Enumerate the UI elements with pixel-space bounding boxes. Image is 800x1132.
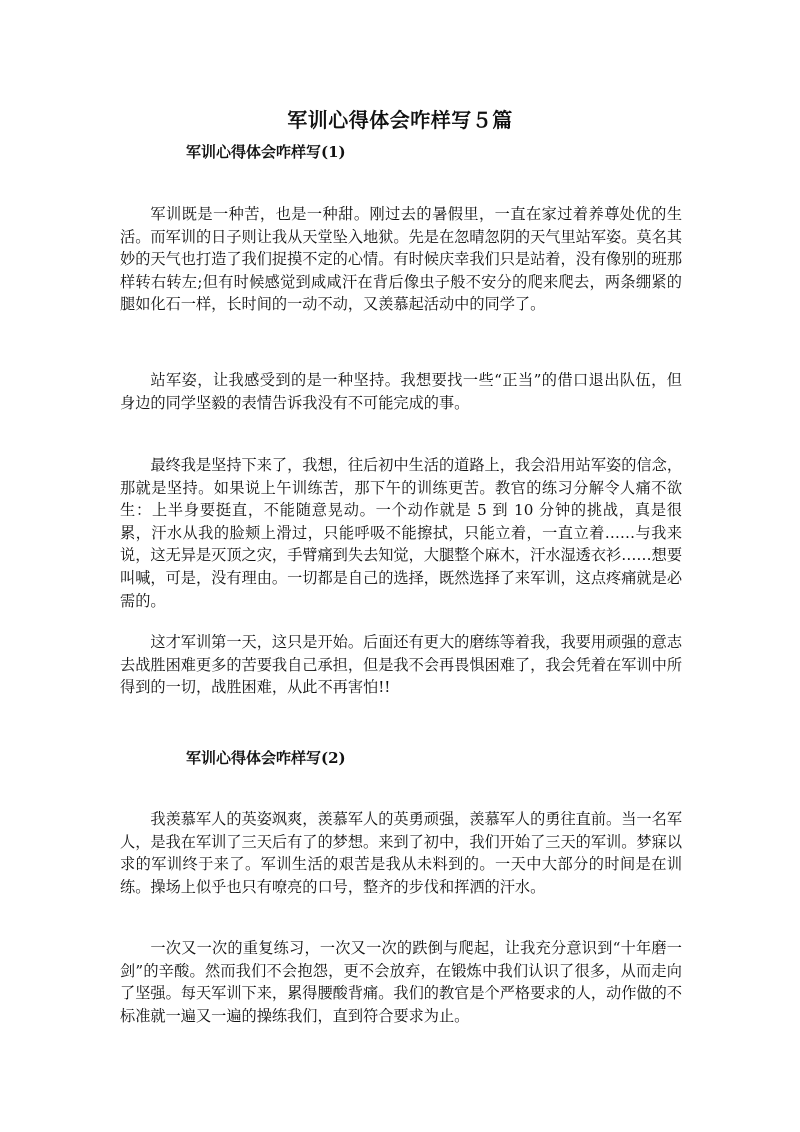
paragraph: 军训既是一种苦，也是一种甜。刚过去的暑假里，一直在家过着养尊处优的生活。而军训的日子则让我从天堂坠入地狱。先是在忽晴忽阴的天气里站军姿。莫名其妙的天气也打造了我们捉摸不定的心情。有时候庆幸我们只是站着，没有像别的班那样转右转左;但有时候感觉到咸咸汗在背后像虫子般不安分的爬来爬去，两条绷紧的腿如化石一样，长时间的一动不动，又羡慕起活动中的同学了。 xyxy=(120,205,682,314)
paragraph: 一次又一次的重复练习，一次又一次的跌倒与爬起，让我充分意识到“十年磨一剑”的辛酸。然而我们不会抱怨，更不会放弃，在锻炼中我们认识了很多，从而走向了坚强。每天军训下来，累得腰酸背痛。我们的教官是个严格要求的人，动作做的不标准就一遍又一遍的操练我们，直到符合要求为止。 xyxy=(120,939,682,1025)
paragraph: 站军姿，让我感受到的是一种坚持。我想要找一些“正当”的借口退出队伍，但身边的同学坚毅的表情告诉我没有不可能完成的事。 xyxy=(120,371,682,412)
paragraph: 最终我是坚持下来了，我想，往后初中生活的道路上，我会沿用站军姿的信念，那就是坚持。如果说上午训练苦，那下午的训练更苦。教官的练习分解令人痛不欲生：上半身要挺直，不能随意晃动。一个动作就是 5 到 10 分钟的挑战，真是很累，汗水从我的脸颊上滑过，只能呼吸不能擦拭，只能立着，一直立着……与我来说，这无异是灭顶之灾，手臂痛到失去知觉，大腿整个麻木，汗水湿透衣衫……想要叫喊，可是，没有理由。一切都是自己的选择，既然选择了来军训，这点疼痛就是必需的。 xyxy=(120,456,682,610)
section-heading-1: 军训心得体会咋样写(1) xyxy=(186,143,346,161)
section-heading-2: 军训心得体会咋样写(2) xyxy=(186,749,346,767)
document-title: 军训心得体会咋样写５篇 xyxy=(287,108,513,132)
paragraph: 我羡慕军人的英姿飒爽，羡慕军人的英勇顽强，羡慕军人的勇往直前。当一名军人，是我在军训了三天后有了的梦想。来到了初中，我们开始了三天的军训。梦寐以求的军训终于来了。军训生活的艰苦是我从未料到的。一天中大部分的时间是在训练。操场上似乎也只有嘹亮的口号，整齐的步伐和挥洒的汗水。 xyxy=(120,810,682,896)
paragraph: 这才军训第一天，这只是开始。后面还有更大的磨练等着我，我要用顽强的意志去战胜困难更多的苦要我自己承担，但是我不会再畏惧困难了，我会凭着在军训中所得到的一切，战胜困难，从此不再害怕!! xyxy=(120,633,682,697)
